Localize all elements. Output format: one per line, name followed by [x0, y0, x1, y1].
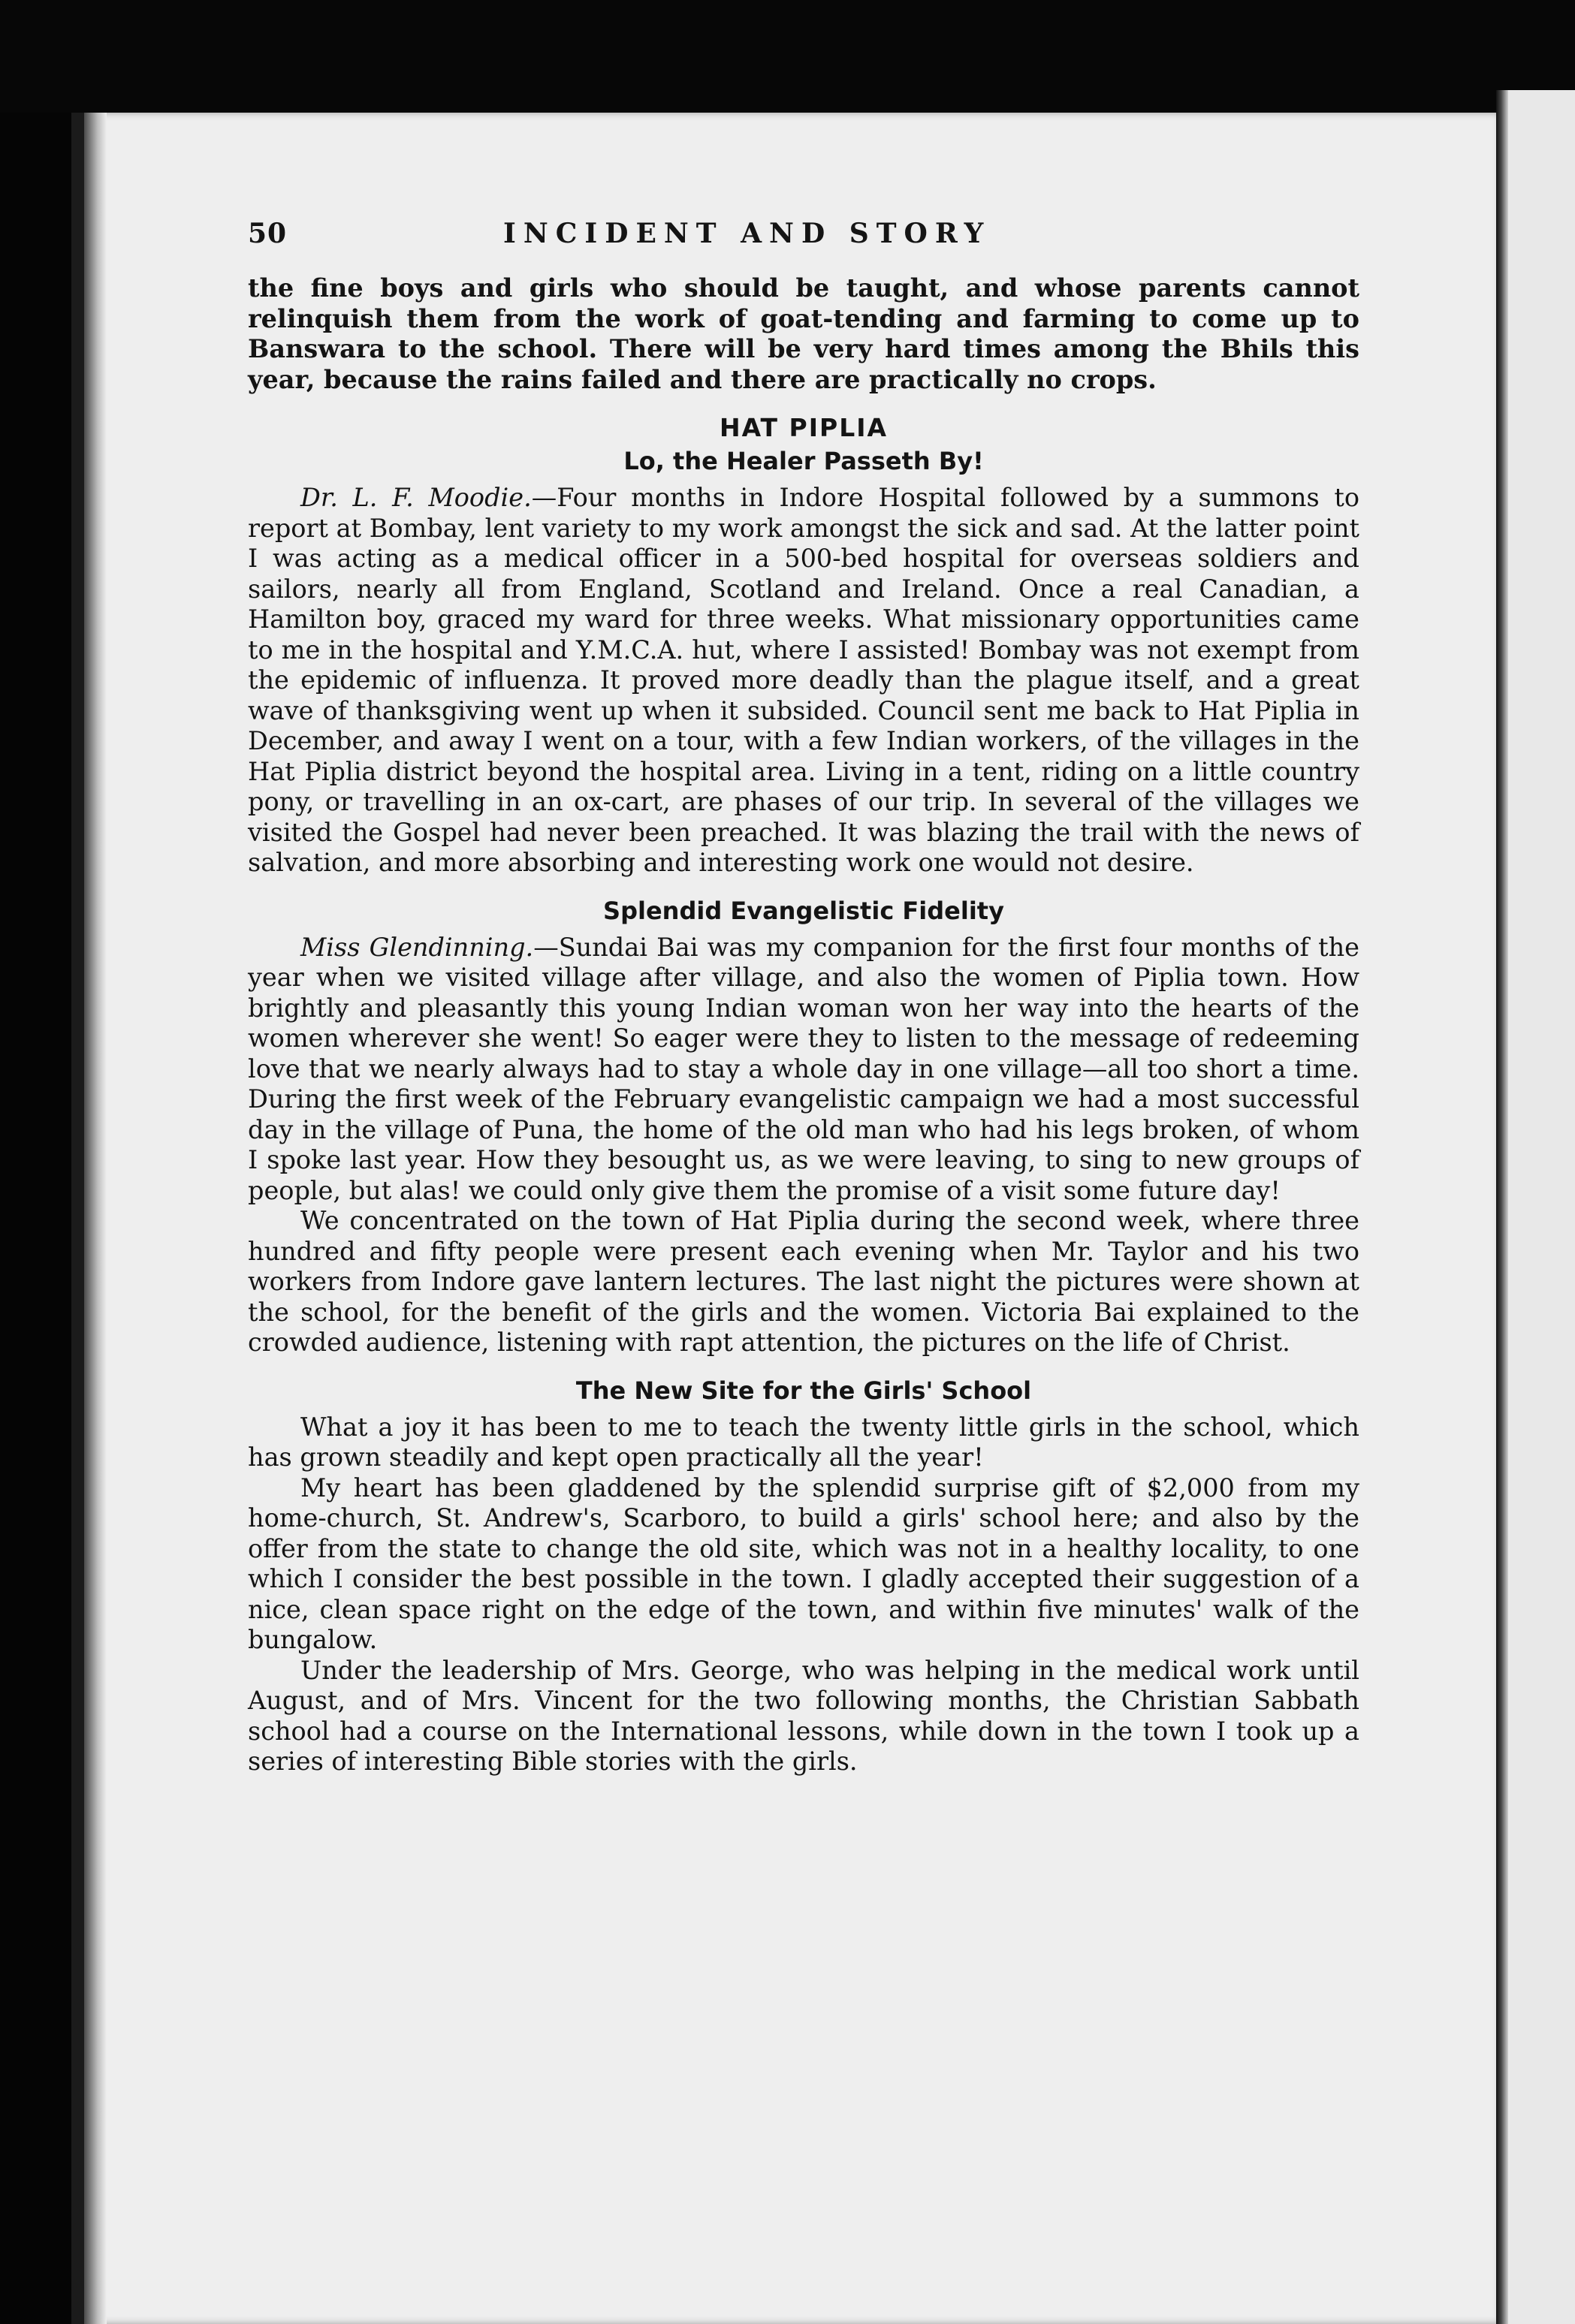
fidelity-paragraph-1: [248, 933, 1359, 1207]
healer-heading: Lo, the Healer Passeth By!: [623, 447, 984, 475]
section-title: HAT PIPLIA: [719, 413, 889, 442]
new-site-paragraph-1: What a joy it has been to me to teach the twenty little girls in the school, which has grown steadily and kept open practically all the year!: [248, 1412, 1359, 1472]
intro-paragraph: the fine boys and girls who should be taught, and whose parents cannot relinquish them from the work of goat-tending and farming to come up to Banswara to the school. There will be very hard times among the Bhils this year, because the rains failed and there are practically no crops.: [248, 273, 1359, 394]
intro-section: [248, 273, 1359, 395]
fidelity-paragraph-2: We concentrated on the town of Hat Piplia during the second week, where three hundred and fifty people were present each evening when Mr. Taylor and his two workers from Indore gave lantern lectures. The last night the pictures were shown at the school, for the benefit of the girls and the women. Victoria Bai explained to the crowded audience, listening with rapt attention, the pictures on the life of Christ.: [248, 1206, 1359, 1357]
fidelity-heading: Splendid Evangelistic Fidelity: [603, 896, 1004, 925]
new-site-paragraph-3: Under the leadership of Mrs. George, who was helping in the medical work until August, and of Mrs. Vincent for the two following months, the Christian Sabbath school had a course on the International lessons, while down in the town I took up a series of interesting Bible stories with the girls.: [248, 1655, 1359, 1776]
new-site-paragraph-2: My heart has been gladdened by the splendid surprise gift of $2,000 from my home-church, St. Andrew's, Scarboro, to build a girls' school here; and also by the offer from the state to change the old site, which was not in a healthy locality, to one which I consider the best possible in the town. I gladly accepted their suggestion of a nice, clean space right on the edge of the town, and within five minutes' walk of the bungalow.: [248, 1472, 1359, 1654]
running-header: [248, 218, 1359, 254]
scan-background-top: [0, 0, 1575, 113]
healer-paragraph: [248, 483, 1359, 879]
new-site-heading: The New Site for the Girls' School: [575, 1376, 1032, 1405]
fidelity-speaker: Miss Glendinning.: [300, 932, 534, 962]
page-number: 50: [248, 218, 288, 249]
healer-text: —Four months in Indore Hospital followed by a summons to report at Bombay, lent variety to my work amongst the sick and sad. At the latter point I was acting as a medical officer in a 500-bed hospital for overseas soldiers and sailors, nearly all from England, Scotland and Ireland. Once a real Canadian, a Hamilton boy, graced my ward for three weeks. What missionary opportunities came to me in the hospital and Y.M.C.A. hut, where I assisted! Bombay was not exempt from the epidemic of influenza. It proved more deadly than the plague itself, and a great wave of thanksgiving went up when it subsided. Council sent me back to Hat Piplia in December, and away I went on a tour, with a few Indian workers, of the villages in the Hat Piplia district beyond the hospital area. Living in a tent, riding on a little country pony, or travelling in an ox-cart, are phases of our trip. In several of the villages we visited the Gospel had never been preached. It was blazing the trail with the news of salvation, and more absorbing and interesting work one would not desire.: [248, 483, 1359, 877]
running-title: INCIDENT AND STORY: [503, 218, 991, 249]
healer-speaker: Dr. L. F. Moodie.: [300, 483, 532, 512]
page-content: [248, 218, 1359, 1777]
page-spine-shadow: [84, 113, 107, 2324]
fidelity-text-1: —Sundai Bai was my companion for the first four months of the year when we visited village after village, and also the women of Piplia town. How brightly and pleasantly this young Indian woman won her way into the hearts of the women wherever she went! So eager were they to listen to the message of redeeming love that we nearly always had to stay a whole day in one village—all too short a time. During the first week of the February evangelistic campaign we had a most successful day in the village of Puna, the home of the old man who had his legs broken, of whom I spoke last year. How they besought us, as we were leaving, to sing to new groups of people, but alas! we could only give them the promise of a visit some future day!: [248, 932, 1359, 1205]
adjacent-page-edge: [1496, 90, 1508, 2324]
